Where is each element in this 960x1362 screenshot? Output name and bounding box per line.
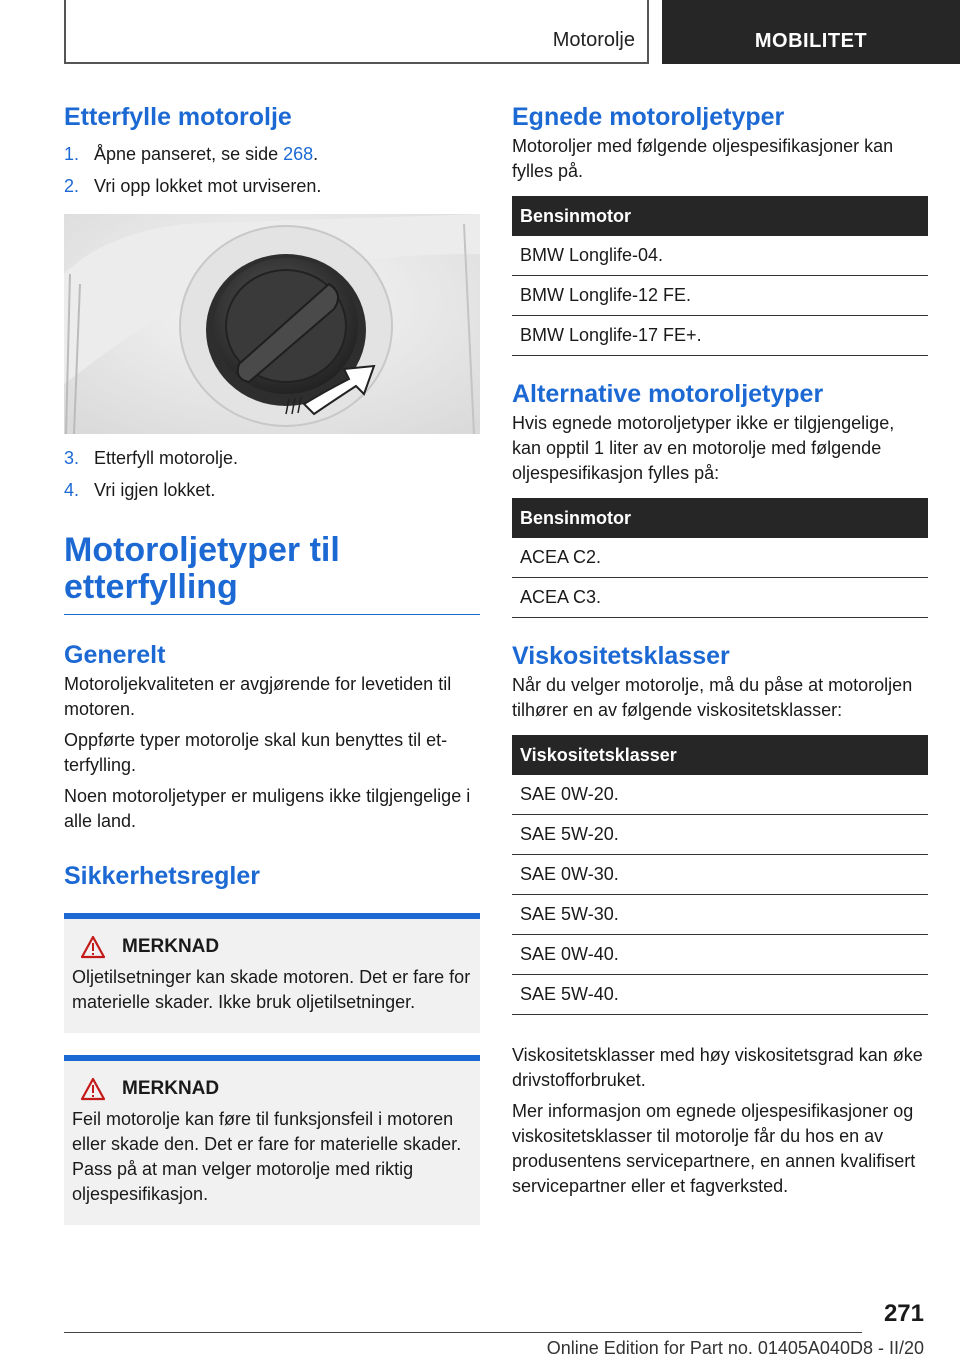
step-number: 2. (64, 176, 80, 196)
step-text: Åpne panseret, se side (94, 144, 284, 164)
refill-title: Etterfylle motorolje (64, 103, 292, 131)
table-row: SAE 5W-30. (512, 895, 928, 935)
closing-paragraph: Viskositetsklasser med høy viskositetsgrad kan øke drivstofforbruket. (512, 1045, 923, 1090)
table-header: Viskositetsklasser (512, 735, 928, 775)
table-header: Bensinmotor (512, 498, 928, 538)
warning-icon (80, 935, 106, 959)
general-paragraph: Noen motoroljetyper er muligens ikke tilgjengelige i alle land. (64, 786, 471, 831)
warning-icon (80, 1077, 106, 1101)
edition-text: Online Edition for Part no. 01405A040D8 - II/20 (546, 1338, 924, 1358)
footer-divider (64, 1332, 862, 1333)
safety-title: Sikkerhetsregler (64, 862, 260, 890)
table-row: BMW Longlife-12 FE. (512, 276, 928, 316)
suitable-table (512, 196, 928, 356)
table-row: SAE 5W-40. (512, 975, 928, 1015)
visc-title: Viskositetsklasser (512, 642, 730, 670)
left-column (64, 103, 480, 1225)
notice-label: MERKNAD (122, 1078, 220, 1099)
main-title: Motoroljetyper til etterfylling (64, 532, 480, 615)
step-item (64, 474, 480, 506)
section-tab[interactable]: MOBILITET (662, 0, 960, 64)
step-text: Vri opp lokket mot urviseren. (94, 176, 322, 196)
notice-text: Feil motorolje kan føre til funksjonsfeil i motoren eller skade den. Det er fare for materielle skader. Pass på at man velger motorolje med riktig oljespesifikasjon. (72, 1109, 462, 1204)
table-row: ACEA C3. (512, 578, 928, 618)
steps-list-b (64, 442, 480, 506)
page-link[interactable]: 268 (283, 144, 314, 164)
steps-list-a (64, 138, 480, 202)
notice-box (64, 913, 480, 1033)
step-text-end: . (313, 144, 319, 164)
step-number: 3. (64, 448, 80, 468)
table-row: SAE 0W-30. (512, 855, 928, 895)
table-row: BMW Longlife-17 FE+. (512, 316, 928, 356)
notice-box (64, 1055, 480, 1225)
alt-title: Alternative motoroljetyper (512, 380, 824, 408)
header-chapter-box (64, 0, 649, 64)
notice-text: Oljetilsetninger kan skade motoren. Det er fare for materielle skader. Ikke bruk oljetilsetninger. (72, 967, 471, 1012)
alt-table (512, 498, 928, 618)
notice-label: MERKNAD (122, 936, 220, 957)
step-number: 4. (64, 480, 80, 500)
alt-text: Hvis egnede motoroljetyper ikke er tilgjengelige, kan opptil 1 liter av en motorolje med følgende oljespesifikasjon fylles på: (512, 413, 895, 483)
right-column (512, 103, 928, 1199)
oil-cap-photo (64, 214, 480, 434)
step-item (64, 442, 480, 474)
general-title: Generelt (64, 641, 166, 669)
step-text: Etterfyll motorolje. (94, 448, 239, 468)
notice-header (72, 935, 472, 959)
notice-header (72, 1077, 472, 1101)
step-number: 1. (64, 144, 80, 164)
suitable-text: Motoroljer med følgende oljespesifikasjoner kan fylles på. (512, 136, 894, 181)
step-text: Vri igjen lokket. (94, 480, 216, 500)
table-row: SAE 5W-20. (512, 815, 928, 855)
table-row: SAE 0W-40. (512, 935, 928, 975)
closing-paragraph: Mer informasjon om egnede oljespesifikasjoner og viskositetsklasser til motorolje får du hos en av produsentens servicepartnere, en annen kvalifisert servicepartner eller et fagverksted. (512, 1101, 916, 1196)
table-row: SAE 0W-20. (512, 775, 928, 815)
general-paragraph: Oppførte typer motorolje skal kun benyttes til etterfylling. (64, 730, 448, 775)
page-number: 271 (883, 1300, 924, 1327)
step-item (64, 170, 480, 202)
table-header: Bensinmotor (512, 196, 928, 236)
visc-text: Når du velger motorolje, må du påse at motoroljen tilhører en av følgende viskositetsklasser: (512, 675, 913, 720)
table-row: BMW Longlife-04. (512, 236, 928, 276)
step-item (64, 138, 480, 170)
table-row: ACEA C2. (512, 538, 928, 578)
suitable-title: Egnede motoroljetyper (512, 103, 785, 131)
chapter-title: Motorolje (552, 29, 635, 51)
general-paragraph: Motoroljekvaliteten er avgjørende for levetiden til motoren. (64, 674, 452, 719)
visc-table (512, 735, 928, 1015)
